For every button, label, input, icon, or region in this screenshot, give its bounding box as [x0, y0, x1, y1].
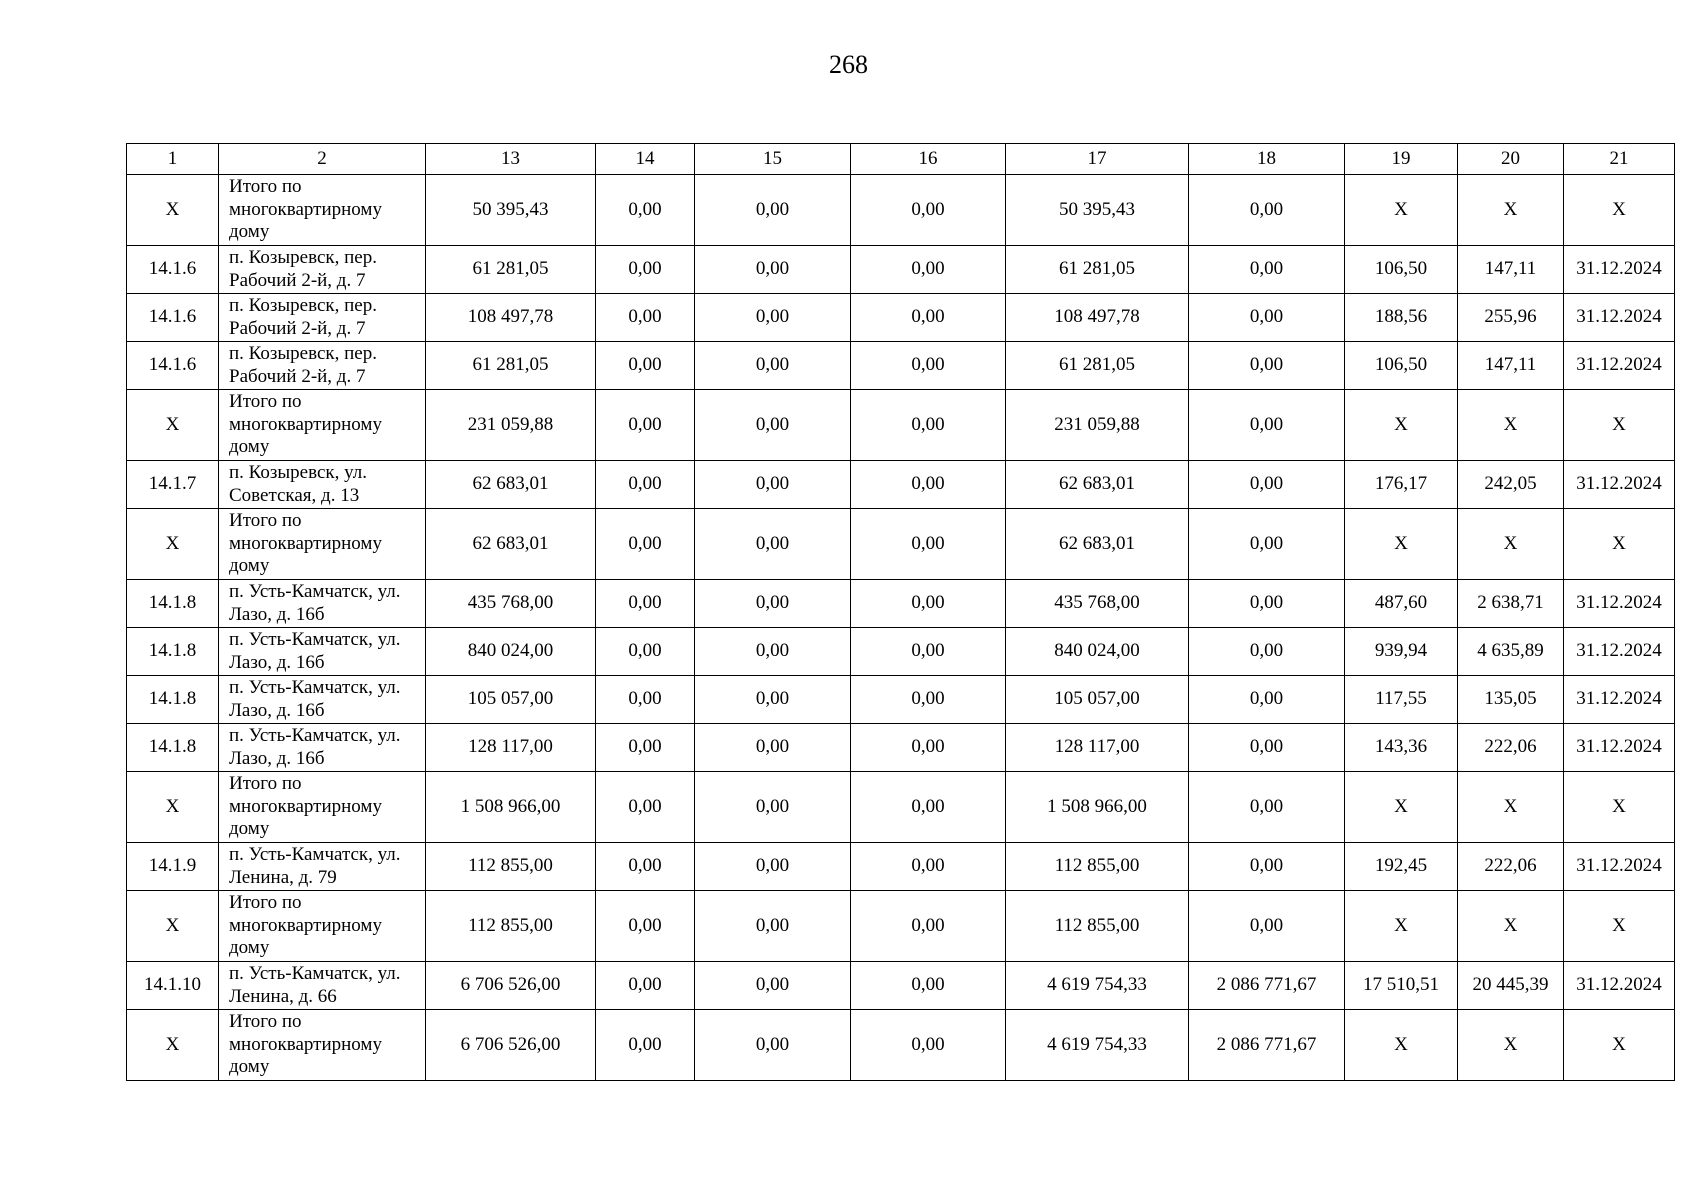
cell-no: Х	[127, 772, 219, 843]
cell-c14: 0,00	[596, 676, 695, 724]
cell-c15: 0,00	[695, 676, 851, 724]
cell-c18: 2 086 771,67	[1189, 1010, 1345, 1081]
cell-c17: 61 281,05	[1006, 342, 1189, 390]
cell-c17: 50 395,43	[1006, 175, 1189, 246]
cell-c20: 20 445,39	[1458, 962, 1564, 1010]
cell-c13: 62 683,01	[426, 461, 596, 509]
cell-c19: 117,55	[1345, 676, 1458, 724]
page-number: 268	[829, 50, 868, 79]
cell-c21: 31.12.2024	[1564, 724, 1675, 772]
cell-c14: 0,00	[596, 246, 695, 294]
header-cell-c15: 15	[695, 144, 851, 175]
cell-c19: Х	[1345, 891, 1458, 962]
cell-c15: 0,00	[695, 246, 851, 294]
cell-c18: 0,00	[1189, 175, 1345, 246]
cell-c18: 0,00	[1189, 772, 1345, 843]
cell-c14: 0,00	[596, 294, 695, 342]
cell-c18: 0,00	[1189, 294, 1345, 342]
header-row	[127, 144, 1675, 175]
cell-address: п. Козыревск, пер. Рабочий 2-й, д. 7	[219, 294, 426, 342]
cell-c15: 0,00	[695, 891, 851, 962]
cell-c15: 0,00	[695, 772, 851, 843]
cell-c20: Х	[1458, 772, 1564, 843]
cell-c16: 0,00	[851, 246, 1006, 294]
table-body	[127, 144, 1675, 1081]
cell-c20: 147,11	[1458, 342, 1564, 390]
cell-c13: 435 768,00	[426, 580, 596, 628]
header-cell-c17: 17	[1006, 144, 1189, 175]
cell-c14: 0,00	[596, 580, 695, 628]
cell-c18: 0,00	[1189, 724, 1345, 772]
table-row	[127, 580, 1675, 628]
data-table	[126, 143, 1675, 1081]
cell-no: 14.1.10	[127, 962, 219, 1010]
cell-c21: Х	[1564, 1010, 1675, 1081]
cell-c19: 192,45	[1345, 843, 1458, 891]
cell-no: 14.1.6	[127, 246, 219, 294]
cell-c13: 6 706 526,00	[426, 962, 596, 1010]
cell-c19: 487,60	[1345, 580, 1458, 628]
cell-c17: 4 619 754,33	[1006, 1010, 1189, 1081]
cell-address: Итого по многоквартирному дому	[219, 1010, 426, 1081]
table-row	[127, 461, 1675, 509]
cell-no: 14.1.9	[127, 843, 219, 891]
table-row	[127, 676, 1675, 724]
cell-c19: 106,50	[1345, 246, 1458, 294]
cell-c13: 105 057,00	[426, 676, 596, 724]
table-row	[127, 962, 1675, 1010]
table-row	[127, 342, 1675, 390]
cell-c15: 0,00	[695, 175, 851, 246]
cell-no: 14.1.8	[127, 628, 219, 676]
cell-c13: 112 855,00	[426, 843, 596, 891]
cell-c20: 242,05	[1458, 461, 1564, 509]
cell-address: Итого по многоквартирному дому	[219, 509, 426, 580]
cell-c17: 62 683,01	[1006, 461, 1189, 509]
cell-c16: 0,00	[851, 676, 1006, 724]
cell-c14: 0,00	[596, 962, 695, 1010]
cell-c18: 0,00	[1189, 676, 1345, 724]
cell-c18: 0,00	[1189, 580, 1345, 628]
header-cell-c13: 13	[426, 144, 596, 175]
cell-c15: 0,00	[695, 509, 851, 580]
cell-c16: 0,00	[851, 294, 1006, 342]
cell-c21: Х	[1564, 390, 1675, 461]
cell-no: Х	[127, 891, 219, 962]
cell-c17: 840 024,00	[1006, 628, 1189, 676]
cell-c15: 0,00	[695, 294, 851, 342]
cell-no: 14.1.8	[127, 724, 219, 772]
cell-c21: 31.12.2024	[1564, 843, 1675, 891]
cell-c17: 61 281,05	[1006, 246, 1189, 294]
cell-c16: 0,00	[851, 509, 1006, 580]
cell-c17: 1 508 966,00	[1006, 772, 1189, 843]
cell-c20: Х	[1458, 891, 1564, 962]
cell-c21: Х	[1564, 772, 1675, 843]
cell-c15: 0,00	[695, 390, 851, 461]
cell-c16: 0,00	[851, 175, 1006, 246]
cell-c17: 105 057,00	[1006, 676, 1189, 724]
cell-c18: 0,00	[1189, 891, 1345, 962]
cell-c19: 188,56	[1345, 294, 1458, 342]
cell-c16: 0,00	[851, 891, 1006, 962]
cell-c17: 231 059,88	[1006, 390, 1189, 461]
cell-address: п. Козыревск, ул. Советская, д. 13	[219, 461, 426, 509]
cell-c15: 0,00	[695, 724, 851, 772]
cell-c16: 0,00	[851, 390, 1006, 461]
cell-c20: 222,06	[1458, 724, 1564, 772]
cell-c19: 106,50	[1345, 342, 1458, 390]
cell-c17: 112 855,00	[1006, 843, 1189, 891]
cell-c13: 62 683,01	[426, 509, 596, 580]
cell-c19: Х	[1345, 509, 1458, 580]
cell-address: Итого по многоквартирному дому	[219, 772, 426, 843]
cell-address: п. Усть-Камчатск, ул. Ленина, д. 66	[219, 962, 426, 1010]
cell-c20: 2 638,71	[1458, 580, 1564, 628]
cell-c18: 0,00	[1189, 342, 1345, 390]
cell-c13: 112 855,00	[426, 891, 596, 962]
cell-c14: 0,00	[596, 628, 695, 676]
cell-address: п. Козыревск, пер. Рабочий 2-й, д. 7	[219, 246, 426, 294]
table-row	[127, 294, 1675, 342]
cell-address: п. Усть-Камчатск, ул. Лазо, д. 16б	[219, 676, 426, 724]
cell-c16: 0,00	[851, 772, 1006, 843]
cell-c20: Х	[1458, 1010, 1564, 1081]
cell-c21: Х	[1564, 891, 1675, 962]
cell-c21: 31.12.2024	[1564, 461, 1675, 509]
cell-c19: Х	[1345, 175, 1458, 246]
cell-c14: 0,00	[596, 772, 695, 843]
cell-c20: 4 635,89	[1458, 628, 1564, 676]
cell-c21: 31.12.2024	[1564, 962, 1675, 1010]
cell-address: п. Козыревск, пер. Рабочий 2-й, д. 7	[219, 342, 426, 390]
cell-c17: 112 855,00	[1006, 891, 1189, 962]
cell-c21: 31.12.2024	[1564, 676, 1675, 724]
cell-c19: Х	[1345, 1010, 1458, 1081]
cell-c14: 0,00	[596, 461, 695, 509]
cell-no: Х	[127, 175, 219, 246]
cell-c15: 0,00	[695, 342, 851, 390]
cell-c21: 31.12.2024	[1564, 628, 1675, 676]
cell-c21: 31.12.2024	[1564, 580, 1675, 628]
cell-c17: 435 768,00	[1006, 580, 1189, 628]
cell-c17: 62 683,01	[1006, 509, 1189, 580]
cell-c21: 31.12.2024	[1564, 294, 1675, 342]
cell-no: 14.1.8	[127, 676, 219, 724]
header-cell-no: 1	[127, 144, 219, 175]
cell-c21: 31.12.2024	[1564, 246, 1675, 294]
cell-c14: 0,00	[596, 342, 695, 390]
header-cell-address: 2	[219, 144, 426, 175]
cell-c16: 0,00	[851, 724, 1006, 772]
cell-c18: 0,00	[1189, 843, 1345, 891]
table-row-total	[127, 891, 1675, 962]
cell-c16: 0,00	[851, 962, 1006, 1010]
cell-c13: 231 059,88	[426, 390, 596, 461]
cell-c15: 0,00	[695, 1010, 851, 1081]
cell-c17: 128 117,00	[1006, 724, 1189, 772]
cell-c20: 255,96	[1458, 294, 1564, 342]
cell-c15: 0,00	[695, 843, 851, 891]
table-row	[127, 843, 1675, 891]
cell-no: 14.1.6	[127, 342, 219, 390]
cell-c19: 17 510,51	[1345, 962, 1458, 1010]
cell-c16: 0,00	[851, 580, 1006, 628]
cell-c16: 0,00	[851, 342, 1006, 390]
cell-no: Х	[127, 509, 219, 580]
cell-c14: 0,00	[596, 891, 695, 962]
cell-no: 14.1.7	[127, 461, 219, 509]
table-row	[127, 246, 1675, 294]
cell-c20: 147,11	[1458, 246, 1564, 294]
table-row	[127, 724, 1675, 772]
cell-no: Х	[127, 1010, 219, 1081]
cell-c18: 0,00	[1189, 390, 1345, 461]
cell-address: п. Усть-Камчатск, ул. Лазо, д. 16б	[219, 628, 426, 676]
cell-c14: 0,00	[596, 724, 695, 772]
cell-c20: Х	[1458, 390, 1564, 461]
cell-address: п. Усть-Камчатск, ул. Ленина, д. 79	[219, 843, 426, 891]
table-row-total	[127, 1010, 1675, 1081]
cell-address: Итого по многоквартирному дому	[219, 390, 426, 461]
cell-c18: 0,00	[1189, 509, 1345, 580]
cell-c13: 61 281,05	[426, 342, 596, 390]
cell-c15: 0,00	[695, 580, 851, 628]
cell-address: Итого по многоквартирному дому	[219, 891, 426, 962]
cell-c18: 0,00	[1189, 628, 1345, 676]
cell-c20: 135,05	[1458, 676, 1564, 724]
table-row-total	[127, 390, 1675, 461]
cell-c19: Х	[1345, 390, 1458, 461]
header-cell-c19: 19	[1345, 144, 1458, 175]
cell-c14: 0,00	[596, 175, 695, 246]
cell-c18: 0,00	[1189, 461, 1345, 509]
cell-c13: 840 024,00	[426, 628, 596, 676]
cell-c20: Х	[1458, 509, 1564, 580]
header-cell-c18: 18	[1189, 144, 1345, 175]
cell-c19: 939,94	[1345, 628, 1458, 676]
cell-c16: 0,00	[851, 1010, 1006, 1081]
cell-c16: 0,00	[851, 461, 1006, 509]
header-cell-c14: 14	[596, 144, 695, 175]
cell-c15: 0,00	[695, 962, 851, 1010]
cell-c14: 0,00	[596, 843, 695, 891]
cell-c15: 0,00	[695, 628, 851, 676]
cell-address: Итого по многоквартирному дому	[219, 175, 426, 246]
cell-c13: 108 497,78	[426, 294, 596, 342]
cell-c21: 31.12.2024	[1564, 342, 1675, 390]
cell-c16: 0,00	[851, 628, 1006, 676]
cell-c14: 0,00	[596, 1010, 695, 1081]
cell-c17: 108 497,78	[1006, 294, 1189, 342]
table-row-total	[127, 772, 1675, 843]
cell-no: Х	[127, 390, 219, 461]
cell-c19: 143,36	[1345, 724, 1458, 772]
cell-address: п. Усть-Камчатск, ул. Лазо, д. 16б	[219, 580, 426, 628]
table-row-total	[127, 509, 1675, 580]
header-cell-c20: 20	[1458, 144, 1564, 175]
cell-c21: Х	[1564, 175, 1675, 246]
cell-c13: 1 508 966,00	[426, 772, 596, 843]
cell-address: п. Усть-Камчатск, ул. Лазо, д. 16б	[219, 724, 426, 772]
cell-c17: 4 619 754,33	[1006, 962, 1189, 1010]
cell-no: 14.1.8	[127, 580, 219, 628]
cell-c16: 0,00	[851, 843, 1006, 891]
cell-c18: 0,00	[1189, 246, 1345, 294]
cell-c14: 0,00	[596, 390, 695, 461]
header-cell-c21: 21	[1564, 144, 1675, 175]
header-cell-c16: 16	[851, 144, 1006, 175]
cell-c13: 50 395,43	[426, 175, 596, 246]
cell-c13: 6 706 526,00	[426, 1010, 596, 1081]
cell-c21: Х	[1564, 509, 1675, 580]
cell-c20: Х	[1458, 175, 1564, 246]
table-row	[127, 628, 1675, 676]
cell-no: 14.1.6	[127, 294, 219, 342]
cell-c20: 222,06	[1458, 843, 1564, 891]
cell-c19: Х	[1345, 772, 1458, 843]
cell-c19: 176,17	[1345, 461, 1458, 509]
cell-c18: 2 086 771,67	[1189, 962, 1345, 1010]
cell-c14: 0,00	[596, 509, 695, 580]
cell-c13: 128 117,00	[426, 724, 596, 772]
table-row-total	[127, 175, 1675, 246]
cell-c15: 0,00	[695, 461, 851, 509]
cell-c13: 61 281,05	[426, 246, 596, 294]
